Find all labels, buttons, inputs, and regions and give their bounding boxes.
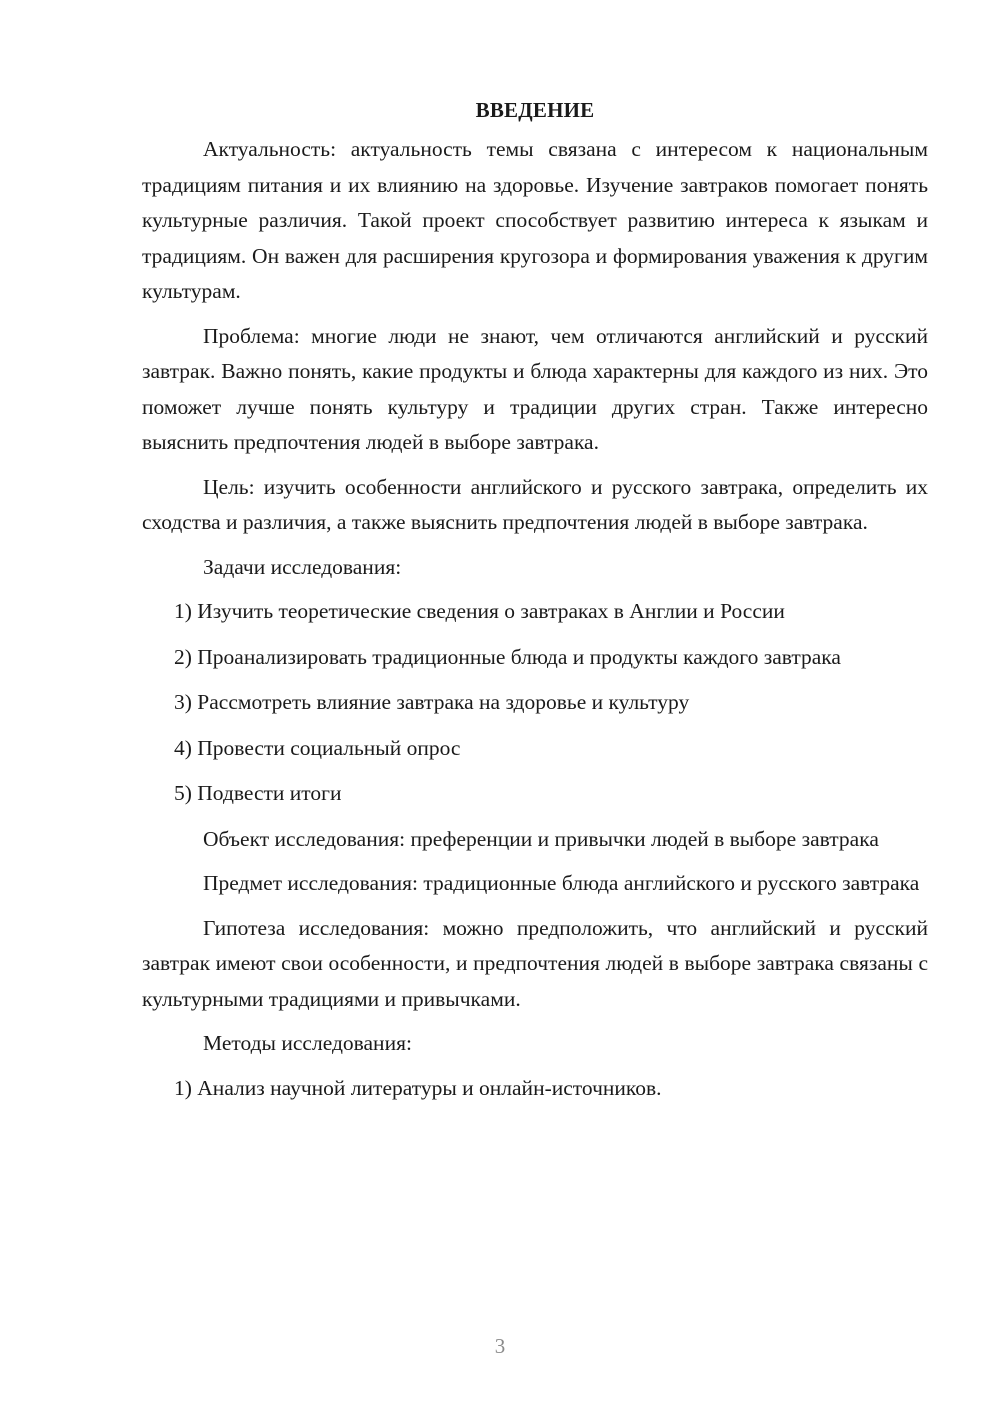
- tasks-heading: Задачи исследования:: [203, 554, 402, 579]
- method-item: 1) Анализ научной литературы и онлайн-источников.: [174, 1075, 662, 1100]
- section-title: ВВЕДЕНИЕ: [475, 98, 595, 122]
- paragraph-goal: Цель: изучить особенности английского и русского завтрака, определить их сходства и различия, а также выяснить предпочтения людей в выборе завтрака.: [142, 474, 928, 534]
- paragraph-hypothesis: Гипотеза исследования: можно предположить, что английский и русский завтрак имеют свои особенности, и предпочтения людей в выборе завтрака связаны с культурными традициями и привычками.: [142, 915, 928, 1011]
- paragraph-subject: Предмет исследования: традиционные блюда английского и русского завтрака: [203, 871, 920, 895]
- task-item: 2) Проанализировать традиционные блюда и продукты каждого завтрака: [174, 644, 841, 669]
- task-item: 3) Рассмотреть влияние завтрака на здоровье и культуру: [174, 690, 690, 714]
- page-number: 3: [494, 1334, 506, 1358]
- paragraph-problem: Проблема: многие люди не знают, чем отличаются английский и русский завтрак. Важно понять, какие продукты и блюда характерны для каждого из них. Это поможет лучше понять культуру и традиции других стран. Также интересно выяснить предпочтения людей в выборе завтрака.: [142, 323, 928, 454]
- task-item: 1) Изучить теоретические сведения о завтраках в Англии и России: [174, 599, 785, 623]
- paragraph-relevance: Актуальность: актуальность темы связана с интересом к национальным традициям питания и их влиянию на здоровье. Изучение завтраков помогает понять культурные различия. Такой проект способствует развитию интереса к языкам и традициям. Он важен для расширения кругозора и формирования уважения к другим культурам.: [142, 137, 928, 303]
- document-page: [142, 96, 928, 1116]
- task-item: 4) Провести социальный опрос: [174, 735, 461, 760]
- task-item: 5) Подвести итоги: [174, 781, 342, 805]
- methods-heading: Методы исследования:: [203, 1031, 412, 1055]
- paragraph-object: Объект исследования: преференции и привычки людей в выборе завтрака: [203, 826, 879, 851]
